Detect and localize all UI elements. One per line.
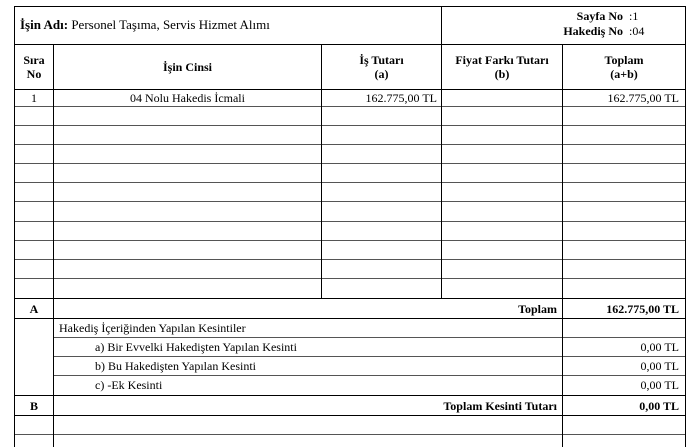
column-header-total-line2: (a+b) xyxy=(610,67,638,81)
progress-no-label: Hakediş No xyxy=(563,24,623,38)
job-name xyxy=(20,18,270,32)
section-b-code: B xyxy=(29,399,38,413)
deduction-c-label: c) -Ek Kesinti xyxy=(95,378,163,392)
column-header-seq-line2: No xyxy=(26,67,42,81)
row-1-amount: 162.775,00 TL xyxy=(365,91,437,105)
column-header-total-line1: Toplam xyxy=(604,53,644,67)
column-header-price-diff-line2: (b) xyxy=(494,67,510,81)
deductions-title: Hakediş İçeriğinden Yapılan Kesintiler xyxy=(59,321,246,335)
section-b-total: 0,00 TL xyxy=(639,399,679,413)
deduction-a-value: 0,00 TL xyxy=(640,340,679,354)
progress-payment-sheet xyxy=(14,6,686,447)
section-b-label: Toplam Kesinti Tutarı xyxy=(443,399,557,413)
page-no-label: Sayfa No xyxy=(576,9,623,23)
row-1-total: 162.775,00 TL xyxy=(607,91,679,105)
deduction-b-label: b) Bu Hakedişten Yapılan Kesinti xyxy=(95,359,256,373)
deduction-c-value: 0,00 TL xyxy=(640,378,679,392)
section-a-total: 162.775,00 TL xyxy=(606,302,679,316)
deduction-b-value: 0,00 TL xyxy=(640,359,679,373)
column-header-type: İşin Cinsi xyxy=(162,60,213,74)
row-1-description: 04 Nolu Hakedis İcmali xyxy=(130,91,245,105)
column-header-seq-line1: Sıra xyxy=(23,53,45,67)
deduction-a-label: a) Bir Evvelki Hakedişten Yapılan Kesinti xyxy=(95,340,297,354)
column-header-amount-line1: İş Tutarı xyxy=(359,53,404,67)
row-1-no: 1 xyxy=(31,91,37,105)
job-name-label: İşin Adı: xyxy=(20,17,69,32)
page-no-value: :1 xyxy=(629,9,639,23)
column-header-amount-line2: (a) xyxy=(374,67,389,81)
column-header-price-diff-line1: Fiyat Farkı Tutarı xyxy=(455,53,549,67)
section-a-label: Toplam xyxy=(518,302,557,316)
section-a-code: A xyxy=(29,302,39,316)
job-name-value: Personel Taşıma, Servis Hizmet Alımı xyxy=(71,17,270,32)
progress-no-value: :04 xyxy=(629,24,645,38)
